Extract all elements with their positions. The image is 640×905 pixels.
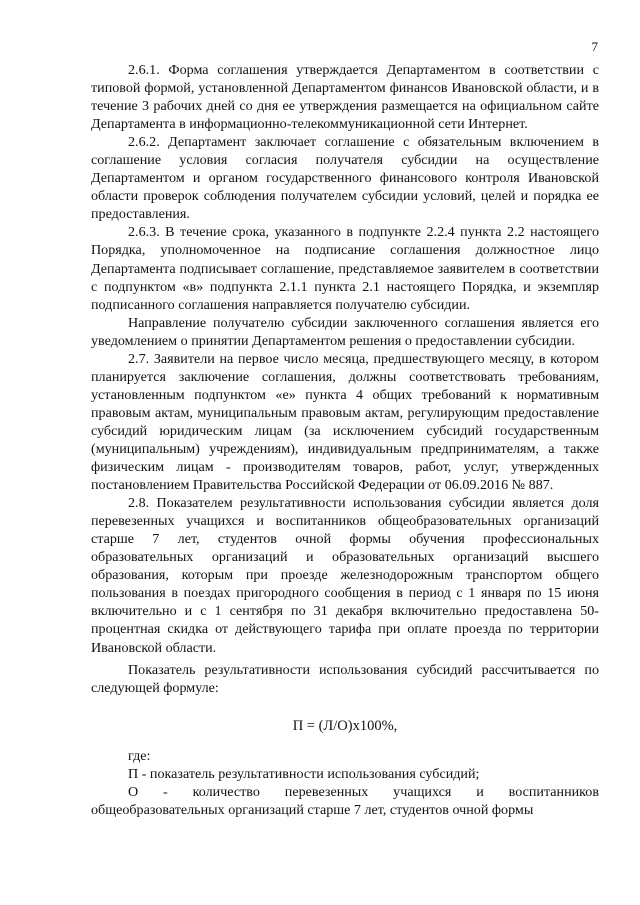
where-label: где: [128, 747, 151, 764]
paragraph-2-6-1: 2.6.1. Форма соглашения утверждается Департаментом в соответствии с типовой формой, установленной Департаментом финансов Ивановской области, и в течение 3 рабочих дней со дня ее утверждения размещается на официальном сайте Департамента в информационно-телекоммуникационной сети Интернет. [91, 62, 599, 133]
document-body [91, 61, 599, 819]
paragraph-notification: Направление получателю субсидии заключенного соглашения является его уведомлением о принятии Департаментом решения о предоставлении субсидии. [91, 314, 599, 349]
paragraph-formula-intro: Показатель результативности использования субсидий рассчитывается по следующей формуле: [91, 661, 599, 696]
paragraph-2-6-3: 2.6.3. В течение срока, указанного в подпункте 2.2.4 пункта 2.2 настоящего Порядка, уполномоченное на подписание соглашения должностное лицо Департамента подписывает соглашение, представляемое заявителем в соответствии с подпунктом «в» подпункта 2.1.1 пункта 2.1 настоящего Порядка, и экземпляр подписанного соглашения направляется получателю субсидии. [91, 224, 599, 313]
formula: П = (Л/О)х100%, [292, 717, 398, 734]
paragraph-2-7: 2.7. Заявители на первое число месяца, предшествующего месяцу, в котором планируется заключение соглашения, должны соответствовать требованиям, установленным подпунктом «е» пункта 4 общих требований к нормативным правовым актам, муниципальным правовым актам, регулирующим предоставление субсидий юридическим лицам (за исключением субсидий государственным (муниципальным) учреждениям), индивидуальным предпринимателям, а также физическим лицам - производителям товаров, работ, услуг, утвержденных постановлением Правительства Российской Федерации от 06.09.2016 № 887. [91, 350, 599, 494]
page-number: 7 [591, 39, 598, 54]
definition-p: П - показатель результативности использования субсидий; [128, 765, 480, 782]
paragraph-2-8: 2.8. Показателем результативности использования субсидии является доля перевезенных учащихся и воспитанников общеобразовательных организаций старше 7 лет, студентов очной формы обучения профессиональных образовательных организаций и образовательных организаций высшего образования, которым при проезде железнодорожным транспортом общего пользования в поездах пригородного сообщения в период с 1 января по 15 июня включительно и с 1 сентября по 31 декабря включительно предоставлена 50-процентная скидка от действующего тарифа при оплате проезда по территории Ивановской области. [91, 495, 599, 656]
definition-o: О - количество перевезенных учащихся и воспитанников общеобразовательных организаций старше 7 лет, студентов очной формы [91, 783, 599, 818]
paragraph-2-6-2: 2.6.2. Департамент заключает соглашение с обязательным включением в соглашение условия согласия получателя субсидии на осуществление Департаментом и органом государственного финансового контроля Ивановской области проверок соблюдения получателем субсидии условий, целей и порядка ее предоставления. [91, 134, 599, 223]
